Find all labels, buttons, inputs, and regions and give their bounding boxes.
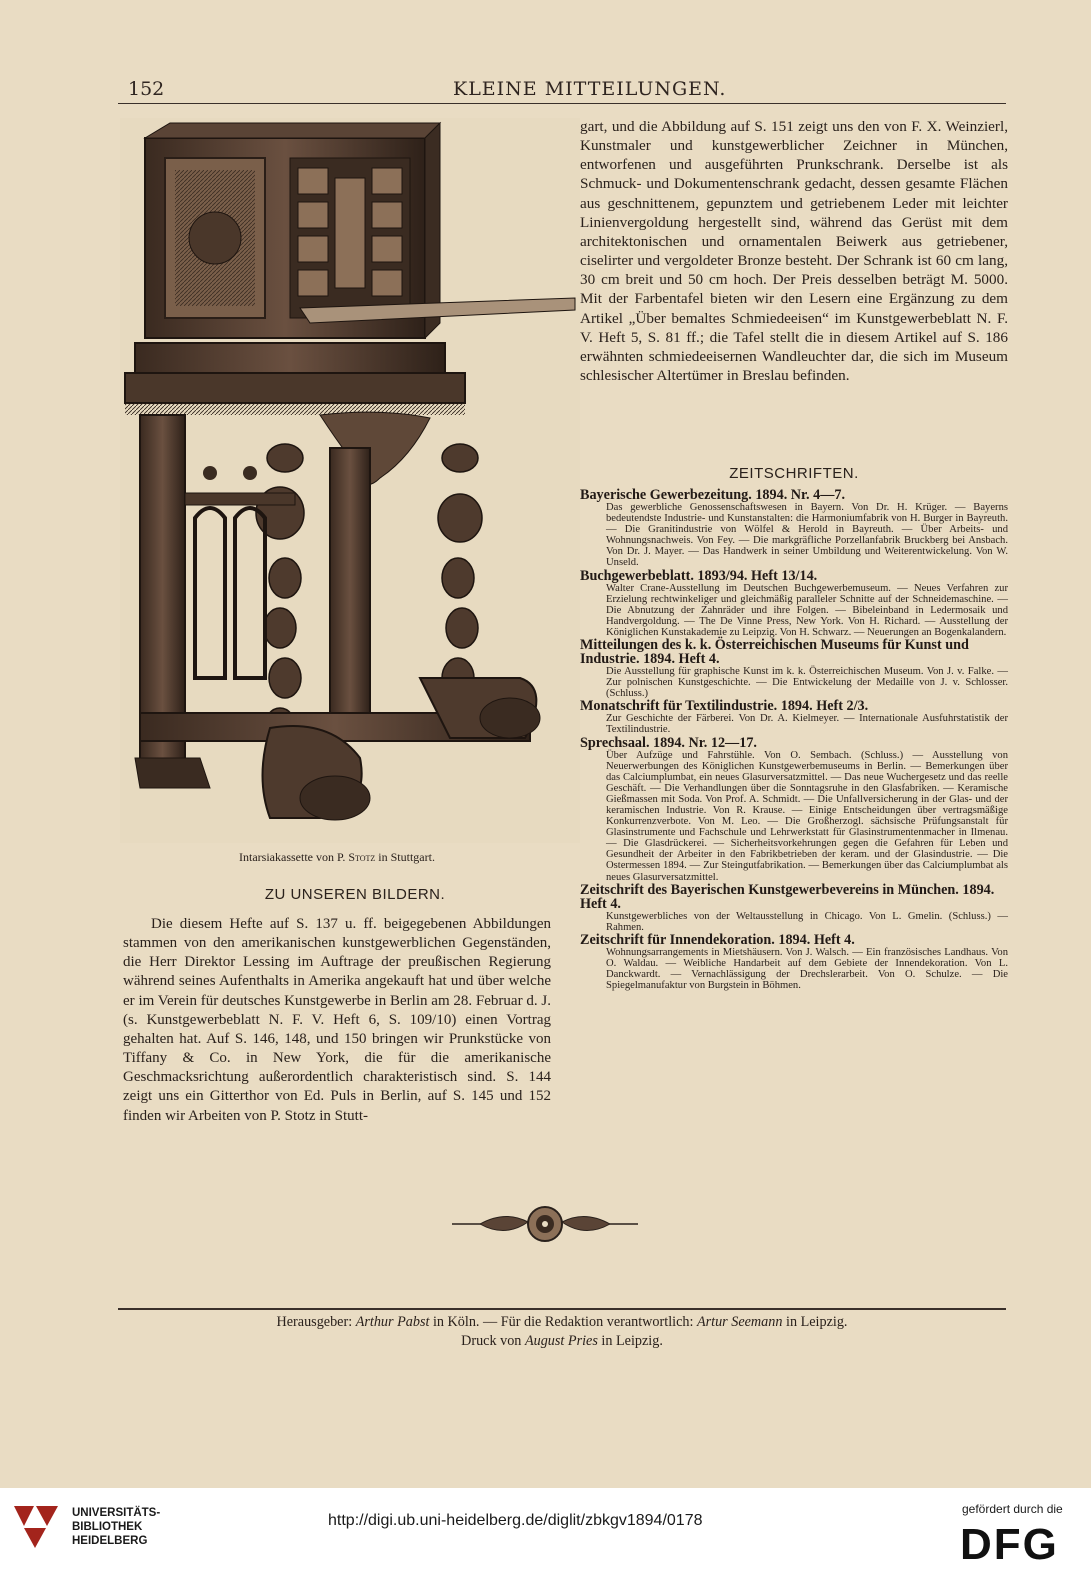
funded-by-label: gefördert durch die <box>962 1502 1063 1516</box>
illustration-caption: Intarsiakassette von P. Stotz in Stuttgart. <box>239 850 435 864</box>
bilder-paragraph: Die diesem Hefte auf S. 137 u. ff. beigegebenen Abbildungen stammen von den amerikanischen kunstgewerblichen Gegenständen, die Herr Direktor Lessing im Auftrage der preußischen Regierung während seines Aufenthalts in Amerika angekauft hat und über welche er im Verein für deutsches Kunstgewerbe in Berlin am 28. Februar d. J. (s. Kunstgewerbeblatt N. F. V. Heft 6, S. 109/10) einen Vortrag gehalten hat. Auf S. 146, 148, und 150 bringen wir Prunkstücke von Tiffany & Co. in New York, die für die amerikanische Geschmacksrichtung außerordentlich charakteristisch sind. S. 144 zeigt uns ein Gitterthor von Ed. Puls in Berlin, auf S. 145 und 152 finden wir Arbeiten von P. Stotz in Stutt- <box>123 916 551 1124</box>
journal-entry <box>580 488 1008 569</box>
header-rule <box>118 103 1006 104</box>
journal-title: Bayerische Gewerbezeitung. 1894. Nr. 4—7. <box>580 487 846 503</box>
journal-contents: Über Aufzüge und Fahrstühle. Von O. Sembach. (Schluss.) — Ausstellung von Neuerwerbungen des Königlichen Kunstgewerbemuseums in Berlin. — Bemerkungen über das Calciumplumbat, ein neues Glasurversatzmittel. — Das neue Wuchergesetz und das reelle Geschäft. — Die Verhandlungen über die Sonntagsruhe in den Glasfabriken. — Keramische Gießmassen mit Soda. Von Prof. A. Schmidt. — Die Unfallversicherung in der Glas- und der keramischen Industrie. Von R. Krause. — Einige Entscheidungen über vertragsmäßige Konkurrenzverbote. Von M. Leo. — Die Großherzogl. sächsische Prüfungsanstalt für Glasinstrumente und Fachschule und Lehrwerkstatt für Glasinstrumentenmacher in Ilmenau. — Die Glasdrückerei. — Sicherheitsvorkehrungen gegen die Gefahren für Leben und Gesundheit der Arbeiter in den Fabrikbetrieben der keram. und der Glasindustrie. — Die Ostermessen 1894. — Zur Steingutfabrikation. — Bemerkungen über das Calciumplumbat als neues Glasurversatzmittel. <box>606 749 1008 883</box>
journal-entry <box>580 736 1008 883</box>
library-name: UNIVERSITÄTS- BIBLIOTHEK HEIDELBERG <box>72 1507 161 1547</box>
journal-contents: Wohnungsarrangements in Mietshäusern. Von J. Walsch. — Ein französisches Landhaus. Von O. Waldau. — Weibliche Handarbeit auf dem Gebiete der Innendekoration. Von L. Danckwardt. — Vernachlässigung der Drechslerarbeit. Von O. Schulze. — Die Spiegelmanufaktur von Burgstein in Böhmen. <box>606 946 1008 992</box>
imprint-line-2: Druck von August Pries in Leipzig. <box>461 1333 663 1349</box>
bilder-heading: ZU UNSEREN BILDERN. <box>264 886 446 903</box>
journal-title: Sprechsaal. 1894. Nr. 12—17. <box>580 734 757 751</box>
right-column-text <box>580 117 1008 385</box>
permalink-url[interactable]: http://digi.ub.uni-heidelberg.de/diglit/zbkgv1894/0178 <box>328 1512 703 1529</box>
imprint <box>118 1313 1006 1351</box>
journal-entry <box>580 933 1008 991</box>
running-title: KLEINE MITTEILUNGEN. <box>453 78 727 100</box>
dfg-logo: DFG <box>960 1520 1059 1569</box>
journal-title: Buchgewerbeblatt. 1893/94. Heft 13/14. <box>580 567 818 584</box>
journal-entry <box>580 569 1008 638</box>
journal-contents: Zur Geschichte der Färberei. Von Dr. A. Kielmeyer. — Internationale Ausfuhrstatistik der Textilindustrie. <box>606 713 1008 736</box>
journal-contents: Die Ausstellung für graphische Kunst im k. k. Österreichischen Museum. Von J. v. Falke. — Zur polnischen Kunstgeschichte. — Die Entwickelung der Medaille von J. v. Schlosser. (Schluss.) <box>606 666 1008 700</box>
journal-title: Zeitschrift des Bayerischen Kunstgewerbevereins in München. 1894. Heft 4. <box>580 881 995 912</box>
ub-heidelberg-logo-icon <box>10 1504 62 1550</box>
journal-entry <box>580 638 1008 699</box>
viewer-footer-bar <box>0 1488 1091 1583</box>
imprint-line-1: Herausgeber: Arthur Pabst in Köln. — Für die Redaktion verantwortlich: Artur Seemann in Leipzig. <box>276 1314 848 1330</box>
journal-contents: Kunstgewerbliches von der Weltausstellung in Chicago. Von L. Gmelin. (Schluss.) — Rahmen. <box>606 910 1008 933</box>
journal-contents: Das gewerbliche Genossenschaftswesen in Bayern. Von Dr. H. Krüger. — Bayerns bedeutendste Industrie- und Kunstanstalten: die Harmoniumfabrik von H. Burger in Bayreuth. — Die Granitindustrie von Wölfel & Herold in Bayreuth. — Über Arbeits- und Wohnungsnachweis. Von Fey. — Die markgräfliche Porzellanfabrik Bruckberg bei Ansbach. Von Dr. J. Mayer. — Das Handwerk in seiner Umbildung und Weiterentwickelung. Von W. Unseld. <box>606 502 1008 569</box>
journal-contents: Walter Crane-Ausstellung im Deutschen Buchgewerbemuseum. — Neues Verfahren zur Erzielung rechtwinkeliger und gleichmäßig paralleler Schnitte auf der Schneidemaschine. — Die Abnutzung der Zahnräder und ihre Folgen. — Bibeleinband in Ledermosaik und Handvergoldung. — The De Vinne Press, New York. Von H. Richard. — Ausstellung der Königlichen Kunstakademie zu Leipzig. Von H. Schwarz. — Neuerungen an Bogenkalandern. <box>606 582 1008 638</box>
left-column-text <box>123 915 551 1126</box>
ornament-vignette <box>450 1200 640 1248</box>
footer-rule <box>118 1308 1006 1310</box>
zeitschriften-section <box>580 465 1008 991</box>
journal-entry <box>580 699 1008 735</box>
zeitschriften-heading: ZEITSCHRIFTEN. <box>729 465 859 482</box>
journal-title: Zeitschrift für Innendekoration. 1894. Heft 4. <box>580 931 855 948</box>
journal-title: Mitteilungen des k. k. Österreichischen Museums für Kunst und Industrie. 1894. Heft 4. <box>580 637 969 668</box>
prunkschrank-paragraph: gart, und die Abbildung auf S. 151 zeigt uns den von F. X. Weinzierl, Kunstmaler und kunstgewerblicher Zeichner in München, entworfenen und ausgeführten Prunkschrank. Derselbe ist als Schmuck- und Dokumentenschrank gedacht, dessen gesamte Flächen aus geschnittenem, gepunztem und getriebenem Leder mit leichter Linienvergoldung hergestellt sind, während das Gerüst mit dem architektonischen und ornamentalen Beiwerk aus getriebener, ciselirter und vergoldeter Bronze besteht. Der Schrank ist 60 cm lang, 30 cm breit und 50 cm hoch. Der Preis desselben beträgt M. 5000. Mit der Farbentafel bieten wir den Lesern eine Ergänzung zu dem Artikel „Über bemaltes Schmiedeeisen“ im Kunstgewerbeblatt N. F. V. Heft 5, S. 81 ff.; die Tafel stellt die in diesem Artikel auf S. 186 erwähnten schmiedeeisernen Wandleuchter dar, die sich im Museum schlesischer Altertümer in Breslau befinden. <box>580 118 1008 385</box>
page-number: 152 <box>128 78 165 100</box>
journal-title: Monatschrift für Textilindustrie. 1894. Heft 2/3. <box>580 698 869 715</box>
cabinet-illustration <box>120 118 580 843</box>
journal-entry <box>580 883 1008 933</box>
